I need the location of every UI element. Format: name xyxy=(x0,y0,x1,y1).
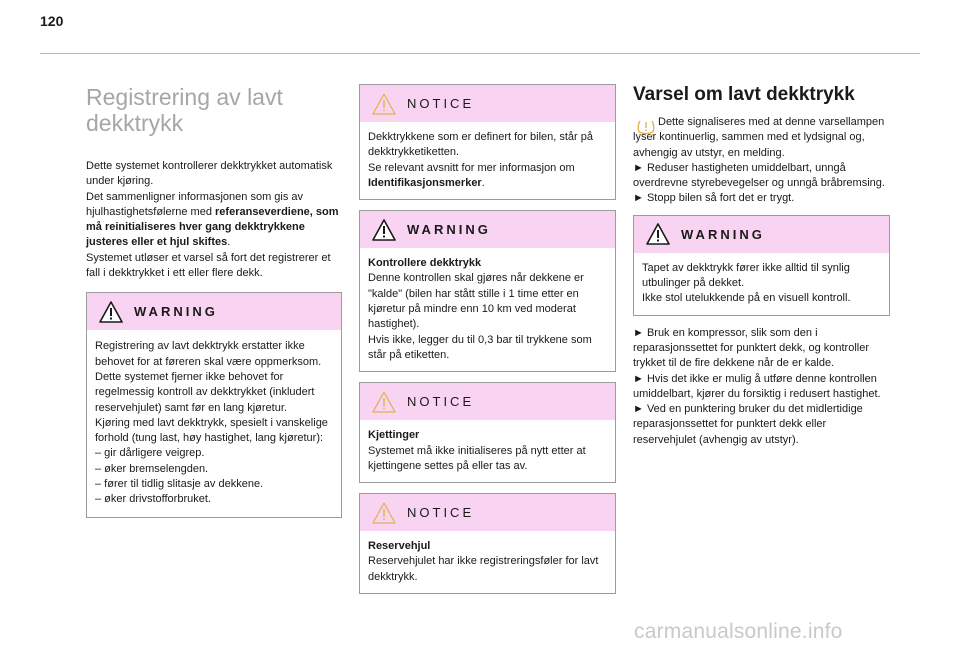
warning-box-left xyxy=(86,292,342,517)
warning-line-5: – øker bremselengden. xyxy=(95,462,209,475)
notice-line-2-text: Se relevant avsnitt for mer informasjon om xyxy=(368,161,575,174)
notice-triangle-icon xyxy=(372,502,396,524)
column-left xyxy=(86,84,342,518)
warning-box-body xyxy=(634,253,889,315)
warning-box-header xyxy=(360,211,615,248)
notice-line-1: Reservehjulet har ikke registreringsføler for lavt dekktrykk. xyxy=(368,555,599,583)
step-reduce-speed: ► Reduser hastigheten umiddelbart, unngå overdrevne styrebevegelser og unngå bråbremsing. xyxy=(633,161,885,190)
notice-box-header xyxy=(360,494,615,531)
lamp-text-content: Dette signaliseres med at denne varsellampen lyser kontinuerlig, sammen med et lydsignal og, avhengig av utstyr, en melding. xyxy=(633,116,885,159)
notice-box-title: NOTICE xyxy=(407,96,475,111)
notice-box-header xyxy=(360,383,615,420)
watermark: carmanualsonline.info xyxy=(634,620,843,643)
notice-triangle-icon xyxy=(372,93,396,115)
column-right xyxy=(633,84,890,448)
warning-box-middle xyxy=(359,210,616,372)
notice-box-title: NOTICE xyxy=(407,394,475,410)
notice-line-2-bold: Identifikasjonsmerker xyxy=(368,176,482,189)
warning-box-title: WARNING xyxy=(407,222,491,238)
warning-line-2: Hvis ikke, legger du til 0,3 bar til trykkene som står på etiketten. xyxy=(368,333,592,361)
warning-line-2: Dette systemet fjerner ikke behovet for regelmessig kontroll av dekktrykket (inkludert reservehjulet) samt før en lang kjøretur. xyxy=(95,370,315,414)
notice-box-body xyxy=(360,122,615,199)
warning-line-1: Denne kontrollen skal gjøres når dekkene er "kalde" (bilen har stått stille i 1 time etter en kjøretur på mindre enn 10 km ved moderat hastighet). xyxy=(368,272,584,331)
warning-line-7: – øker drivstofforbruket. xyxy=(95,493,211,506)
notice-box-spare-wheel xyxy=(359,493,616,594)
warning-triangle-icon xyxy=(646,223,670,245)
notice-triangle-icon xyxy=(372,391,396,413)
notice-box-chains xyxy=(359,382,616,483)
steps-immediate xyxy=(633,161,890,207)
intro-line-1: Dette systemet kontrollerer dekktrykket automatisk under kjøring. xyxy=(86,160,333,188)
section-heading-registration: Registrering av lavt dekktrykk xyxy=(86,84,283,136)
notice-box-tyre-label xyxy=(359,84,616,200)
warning-triangle-icon xyxy=(99,301,123,323)
top-divider xyxy=(40,53,920,54)
warning-subtitle-text: Kontrollere dekktrykk xyxy=(368,257,482,270)
section-heading-low-pressure-alert: Varsel om lavt dekktrykk xyxy=(633,84,855,105)
notice-box-title: NOTICE xyxy=(407,505,475,521)
notice-subtitle-text: Kjettinger xyxy=(368,429,420,442)
steps-followup xyxy=(633,326,890,448)
warning-line-4: – gir dårligere veigrep. xyxy=(95,447,205,460)
warning-box-header xyxy=(87,293,341,330)
notice-box-header xyxy=(360,85,615,122)
warning-box-title: WARNING xyxy=(134,304,218,320)
warning-box-body xyxy=(360,248,615,371)
intro-line-2-text: Det sammenligner informasjonen som gis av hjulhastighetsfølerne med xyxy=(86,190,304,218)
intro-line-3: Systemet utløser et varsel så fort det registrerer et fall i dekktrykket i ett eller flere dekk. xyxy=(86,251,331,280)
warning-line-3: Kjøring med lavt dekktrykk, spesielt i vanskelige forhold (tung last, høy hastighet, lang kjøretur): xyxy=(95,416,328,445)
notice-subtitle xyxy=(368,539,607,554)
notice-line-2-end: . xyxy=(481,176,485,189)
warning-box-right xyxy=(633,215,890,316)
warning-box-title: WARNING xyxy=(681,226,765,242)
notice-line-1: Dekktrykkene som er definert for bilen, står på dekktrykketiketten. xyxy=(368,131,593,159)
warning-lamp-description xyxy=(633,115,890,161)
notice-box-body xyxy=(360,420,615,482)
warning-line-2: Ikke stol utelukkende på en visuell kontroll. xyxy=(642,292,851,305)
warning-box-header xyxy=(634,216,889,253)
step-use-compressor: ► Bruk en kompressor, slik som den i reparasjonssettet for punktert dekk, og kontroller trykket til de fire dekkene når de er kalde. xyxy=(633,326,870,370)
warning-subtitle xyxy=(368,256,607,271)
warning-line-6: – fører til tidlig slitasje av dekkene. xyxy=(95,478,264,491)
intro-line-2-end: . xyxy=(227,236,231,249)
notice-subtitle xyxy=(368,428,607,443)
lamp-text xyxy=(633,115,890,161)
notice-line-1: Systemet må ikke initialiseres på nytt etter at kjettingene settes på eller tas av. xyxy=(368,444,586,472)
intro-text xyxy=(86,159,342,281)
warning-box-body xyxy=(87,330,341,516)
step-drive-carefully: ► Hvis det ikke er mulig å utføre denne kontrollen umiddelbart, kjører du forsiktig i redusert hastighet. xyxy=(633,372,881,400)
intro-line-2 xyxy=(86,190,342,251)
warning-line-1: Registrering av lavt dekktrykk erstatter ikke behovet for at føreren skal være oppmerksom. xyxy=(95,340,322,368)
tyre-pressure-warning-icon xyxy=(635,117,657,139)
column-middle xyxy=(359,84,616,594)
page-number: 120 xyxy=(40,13,64,29)
notice-box-body xyxy=(360,531,615,593)
warning-triangle-icon xyxy=(372,219,396,241)
step-stop-vehicle: ► Stopp bilen så fort det er trygt. xyxy=(633,192,795,205)
step-puncture-kit: ► Ved en punktering bruker du det midlertidige reparasjonssettet for punktert dekk eller reservehjulet (avhengig av utstyr). xyxy=(633,403,863,446)
notice-line-2 xyxy=(368,161,607,192)
intro-line-2-bold: referanseverdiene, som må reinitialiseres hver gang dekktrykkene justeres eller et hjul skiftes xyxy=(86,205,339,249)
warning-line-1: Tapet av dekktrykk fører ikke alltid til synlig utbulinger på dekket. xyxy=(642,261,850,290)
notice-subtitle-text: Reservehjul xyxy=(368,540,431,553)
